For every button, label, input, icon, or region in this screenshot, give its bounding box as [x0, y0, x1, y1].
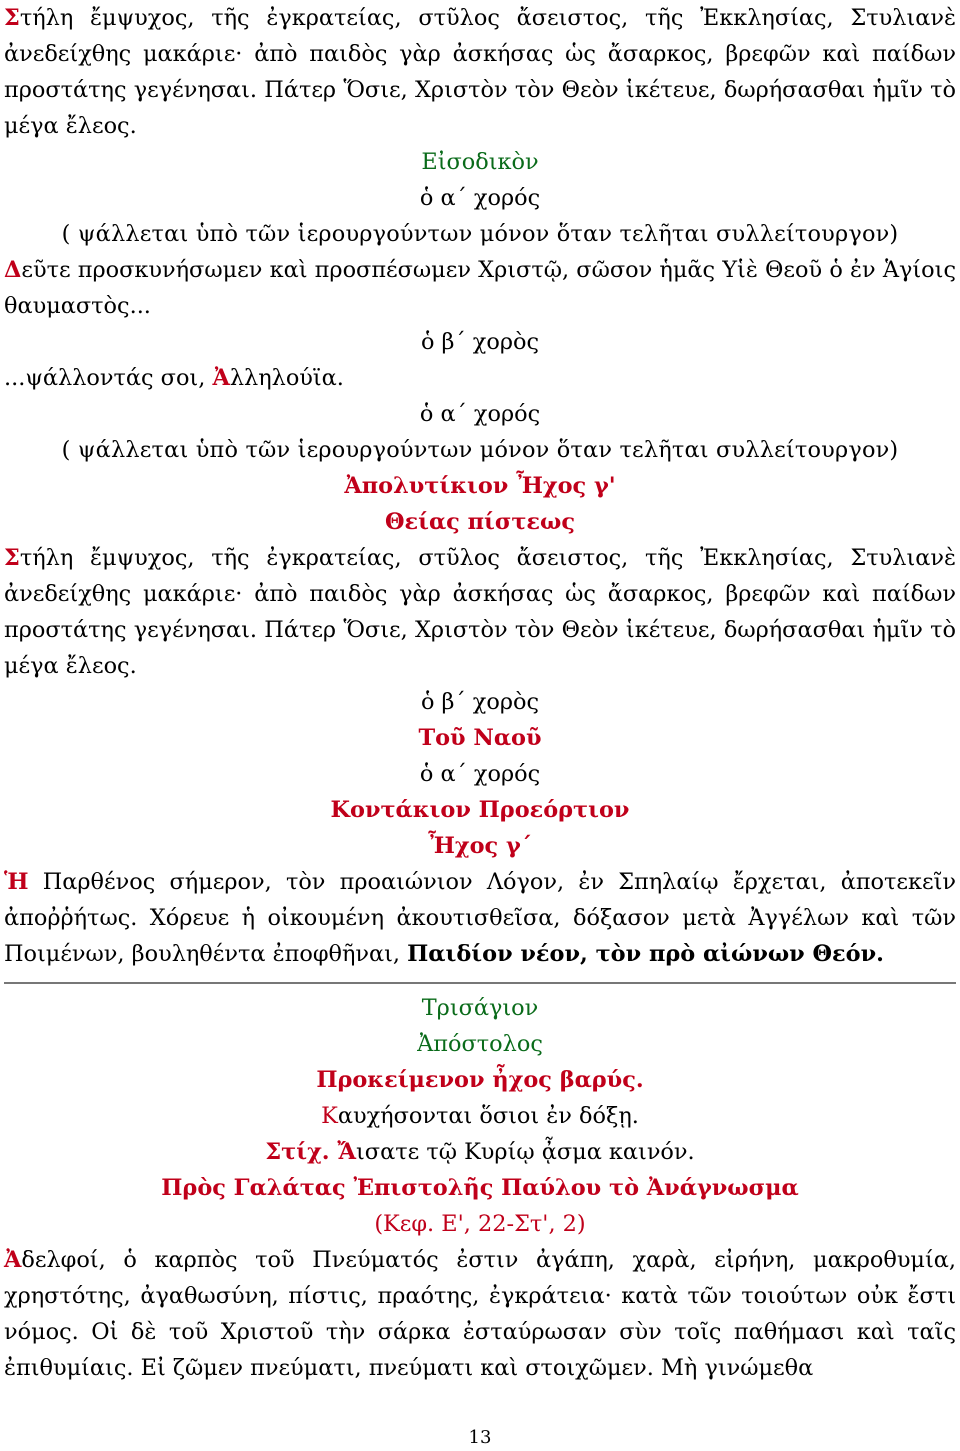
- drop-initial: Ἡ: [4, 869, 29, 895]
- eisodikon-heading: Εἰσοδικὸν: [421, 149, 539, 175]
- reading-heading: Πρὸς Γαλάτας Ἐπιστολῆς Παύλου τὸ Ἀνάγνωσμα: [161, 1175, 799, 1201]
- choir-b-label: ὁ β΄ χορὸς: [420, 689, 540, 715]
- drop-initial: Δ: [4, 257, 22, 283]
- drop-initial: Ἀ: [212, 365, 230, 391]
- eisodikon-text: Δεῦτε προσκυνήσωμεν καὶ προσπέσωμεν Χριστῷ, σῶσον ἡμᾶς Υἱὲ Θεοῦ ὁ ἐν Ἁγίοις θαυμαστὸς...: [4, 257, 956, 319]
- section-divider: [4, 982, 956, 984]
- drop-initial: Σ: [4, 545, 20, 571]
- choir-a-label: ὁ α΄ χορός: [419, 761, 541, 787]
- apolytikion-text-2: Στήλη ἔμψυχος, τῆς ἐγκρατείας, στῦλος ἄσειστος, τῆς Ἐκκλησίας, Στυλιανὲ ἀνεδείχθης μακάριε· ἀπὸ παιδὸς γὰρ ἀσκήσας ὡς ἄσαρκος, βρεφῶν καὶ παίδων προστάτης γεγένησαι. Πάτερ Ὅσιε, Χριστὸν τὸν Θεὸν ἱκέτευε, δωρήσασθαι ἡμῖν τὸ μέγα ἔλεος.: [4, 545, 956, 679]
- epistle-text: Ἀδελφοί, ὁ καρπὸς τοῦ Πνεύματός ἐστιν ἀγάπη, χαρὰ, εἰρήνη, μακροθυμία, χρηστότης, ἀγαθωσύνη, πίστις, πραότης, ἐγκράτεια· κατὰ τῶν τοιούτων οὐκ ἔστι νόμος. Οἱ δὲ τοῦ Χριστοῦ τὴν σάρκα ἐσταύρωσαν σὺν τοῖς παθήμασι καὶ ταῖς ἐπιθυμίαις. Εἰ ζῶμεν πνεύματι, πνεύματι καὶ στοιχῶμεν. Μὴ γινώμεθα: [4, 1247, 956, 1381]
- choir-a-label: ὁ α΄ χορός: [419, 185, 541, 211]
- tou-naou-heading: Τοῦ Ναοῦ: [418, 725, 542, 751]
- prokeimenon-heading: Προκείμενον ἦχος βαρύς.: [316, 1067, 644, 1093]
- apostolos-heading: Ἀπόστολος: [417, 1031, 543, 1057]
- melody-heading: Θείας πίστεως: [385, 509, 575, 535]
- trisagion-heading: Τρισάγιον: [421, 995, 539, 1021]
- stichos-line: Στίχ. Ἄισατε τῷ Κυρίῳ ᾆσμα καινόν.: [265, 1139, 695, 1165]
- rubric-note: ( ψάλλεται ὑπὸ τῶν ἱερουργούντων μόνον ὅταν τελῆται συλλείτουργον): [61, 437, 899, 463]
- drop-initial: Σ: [4, 5, 20, 31]
- page-number: 13: [468, 1427, 492, 1448]
- echos-heading: Ἦχος γ΄: [428, 833, 532, 859]
- kontakion-text: Ἡ Παρθένος σήμερον, τὸν προαιώνιον Λόγον, ἐν Σπηλαίῳ ἔρχεται, ἀποτεκεῖν ἀποῤῥήτως. Χόρευε ἡ οἰκουμένη ἀκουτισθεῖσα, δόξασον μετὰ Ἀγγέλων καὶ τῶν Ποιμένων, βουληθέντα ἐποφθῆναι, Παιδίον νέον, τὸν πρὸ αἰώνων Θεόν.: [4, 869, 956, 967]
- drop-initial: Ἄ: [337, 1139, 357, 1165]
- prokeimenon-text: Καυχήσονται ὅσιοι ἐν δόξῃ.: [321, 1103, 639, 1129]
- chapter-reference: (Κεφ. Ε', 22-Στ', 2): [374, 1211, 586, 1237]
- drop-initial: Ἀ: [4, 1247, 22, 1273]
- alleluia-line: ...ψάλλοντάς σοι, Ἀλληλούϊα.: [4, 365, 344, 391]
- kontakion-heading: Κοντάκιον Προεόρτιον: [330, 797, 630, 823]
- choir-a-label: ὁ α΄ χορός: [419, 401, 541, 427]
- document-page: [4, 0, 956, 1386]
- rubric-note: ( ψάλλεται ὑπὸ τῶν ἱερουργούντων μόνον ὅταν τελῆται συλλείτουργον): [61, 221, 899, 247]
- apolytikion-text-1: Στήλη ἔμψυχος, τῆς ἐγκρατείας, στῦλος ἄσειστος, τῆς Ἐκκλησίας, Στυλιανὲ ἀνεδείχθης μακάριε· ἀπὸ παιδὸς γὰρ ἀσκήσας ὡς ἄσαρκος, βρεφῶν καὶ παίδων προστάτης γεγένησαι. Πάτερ Ὅσιε, Χριστὸν τὸν Θεὸν ἱκέτευε, δωρήσασθαι ἡμῖν τὸ μέγα ἔλεος.: [4, 5, 956, 139]
- drop-initial: Κ: [321, 1103, 338, 1129]
- apolytikion-heading: Ἀπολυτίκιον Ἦχος γ': [344, 473, 616, 499]
- choir-b-label: ὁ β΄ χορὸς: [420, 329, 540, 355]
